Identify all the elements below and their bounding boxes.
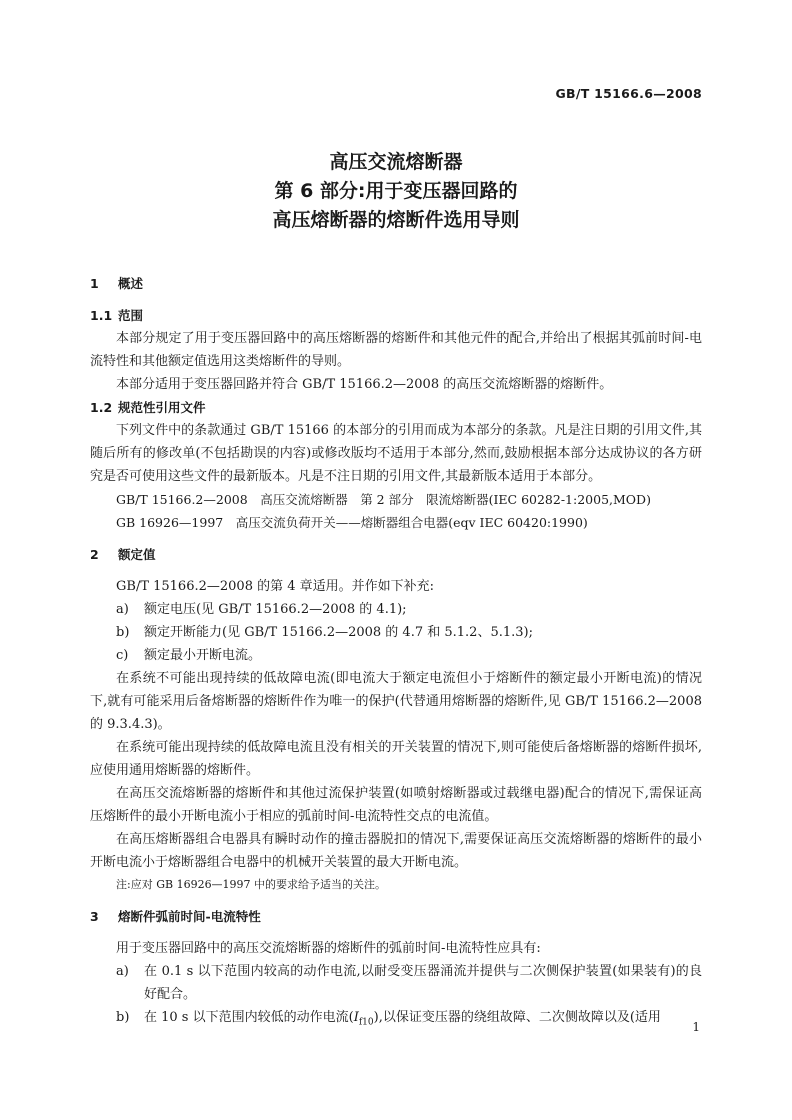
list-item-text: 额定电压(见 GB/T 15166.2—2008 的 4.1); <box>144 602 407 617</box>
section-1-2-heading <box>90 396 702 419</box>
list-item-text-after: ),以保证变压器的绕组故障、二次侧故障以及(适用 <box>373 1010 661 1025</box>
section-number: 1 <box>90 276 99 291</box>
list-marker: b) <box>116 1010 130 1025</box>
section-2-heading <box>90 543 702 566</box>
document-title <box>0 148 792 235</box>
paragraph: 本部分规定了用于变压器回路中的高压熔断器的熔断件和其他元件的配合,并给出了根据其弧前时间-电流特性和其他额定值选用这类熔断件的导则。 <box>90 331 702 369</box>
section-number: 2 <box>90 547 99 562</box>
current-symbol: I <box>353 1010 359 1025</box>
section-title: 额定值 <box>118 547 156 562</box>
section-number: 1.1 <box>90 308 113 323</box>
normative-reference: GB 16926—1997 高压交流负荷开关——熔断器组合电器(eqv IEC 60420:1990) <box>116 515 588 530</box>
section-title: 范围 <box>118 308 144 323</box>
paragraph: 在系统可能出现持续的低故障电流且没有相关的开关装置的情况下,则可能使后备熔断器的熔断件损坏,应使用通用熔断器的熔断件。 <box>90 740 702 778</box>
paragraph: GB/T 15166.2—2008 的第 4 章适用。并作如下补充: <box>116 579 435 594</box>
title-line-1: 高压交流熔断器 <box>329 151 463 173</box>
normative-reference: GB/T 15166.2—2008 高压交流熔断器 第 2 部分 限流熔断器(IEC 60282-1:2005,MOD) <box>116 492 651 507</box>
list-item <box>90 598 702 621</box>
section-title: 规范性引用文件 <box>118 400 206 415</box>
section-3-heading <box>90 905 702 928</box>
document-body <box>90 272 702 1035</box>
note: 注:应对 GB 16926—1997 中的要求给予适当的关注。 <box>116 878 387 891</box>
list-item-text: 额定最小开断电流。 <box>144 648 262 663</box>
current-subscript: f10 <box>358 1017 374 1028</box>
list-item <box>90 621 702 644</box>
page-number: 1 <box>692 1020 700 1034</box>
list-marker: b) <box>116 625 130 640</box>
section-title: 熔断件弧前时间-电流特性 <box>118 909 261 924</box>
section-1-heading <box>90 272 702 295</box>
paragraph: 在系统不可能出现持续的低故障电流(即电流大于额定电流但小于熔断件的额定最小开断电流)的情况下,就有可能采用后备熔断器的熔断件作为唯一的保护(代替通用熔断器的熔断件,见 GB/T 15166.2—2008 的 9.3.4.3)。 <box>90 671 702 732</box>
title-line-3: 高压熔断器的熔断件选用导则 <box>272 209 520 231</box>
paragraph: 下列文件中的条款通过 GB/T 15166 的本部分的引用而成为本部分的条款。凡是注日期的引用文件,其随后所有的修改单(不包括勘误的内容)或修改版均不适用于本部分,然而,鼓励根据本部分达成协议的各方研究是否可使用这些文件的最新版本。凡是不注日期的引用文件,其最新版本适用于本部分。 <box>90 423 702 484</box>
list-item <box>90 644 702 667</box>
paragraph: 在高压熔断器组合电器具有瞬时动作的撞击器脱扣的情况下,需要保证高压交流熔断器的熔断件的最小开断电流小于熔断器组合电器中的机械开关装置的最大开断电流。 <box>90 832 702 870</box>
list-item <box>90 1006 702 1035</box>
section-title: 概述 <box>118 276 144 291</box>
standard-number: GB/T 15166.6—2008 <box>555 86 702 101</box>
section-number: 3 <box>90 909 99 924</box>
section-number: 1.2 <box>90 400 113 415</box>
section-1-1-heading <box>90 304 702 327</box>
list-marker: a) <box>116 602 129 617</box>
list-item-text: 在 0.1 s 以下范围内较高的动作电流,以耐受变压器涌流并提供与二次侧保护装置(如果装有)的良好配合。 <box>144 964 702 1002</box>
list-item-text: 额定开断能力(见 GB/T 15166.2—2008 的 4.7 和 5.1.2、5.1.3); <box>144 625 533 640</box>
paragraph: 本部分适用于变压器回路并符合 GB/T 15166.2—2008 的高压交流熔断器的熔断件。 <box>116 377 613 392</box>
list-marker: c) <box>116 648 129 663</box>
list-marker: a) <box>116 964 129 979</box>
list-item-text-before: 在 10 s 以下范围内较低的动作电流( <box>144 1010 354 1025</box>
paragraph: 在高压交流熔断器的熔断件和其他过流保护装置(如喷射熔断器或过载继电器)配合的情况下,需保证高压熔断件的最小开断电流小于相应的弧前时间-电流特性交点的电流值。 <box>90 786 702 824</box>
list-item <box>90 960 702 1006</box>
title-line-2: 第 6 部分:用于变压器回路的 <box>274 180 518 202</box>
paragraph: 用于变压器回路中的高压交流熔断器的熔断件的弧前时间-电流特性应具有: <box>116 941 541 956</box>
